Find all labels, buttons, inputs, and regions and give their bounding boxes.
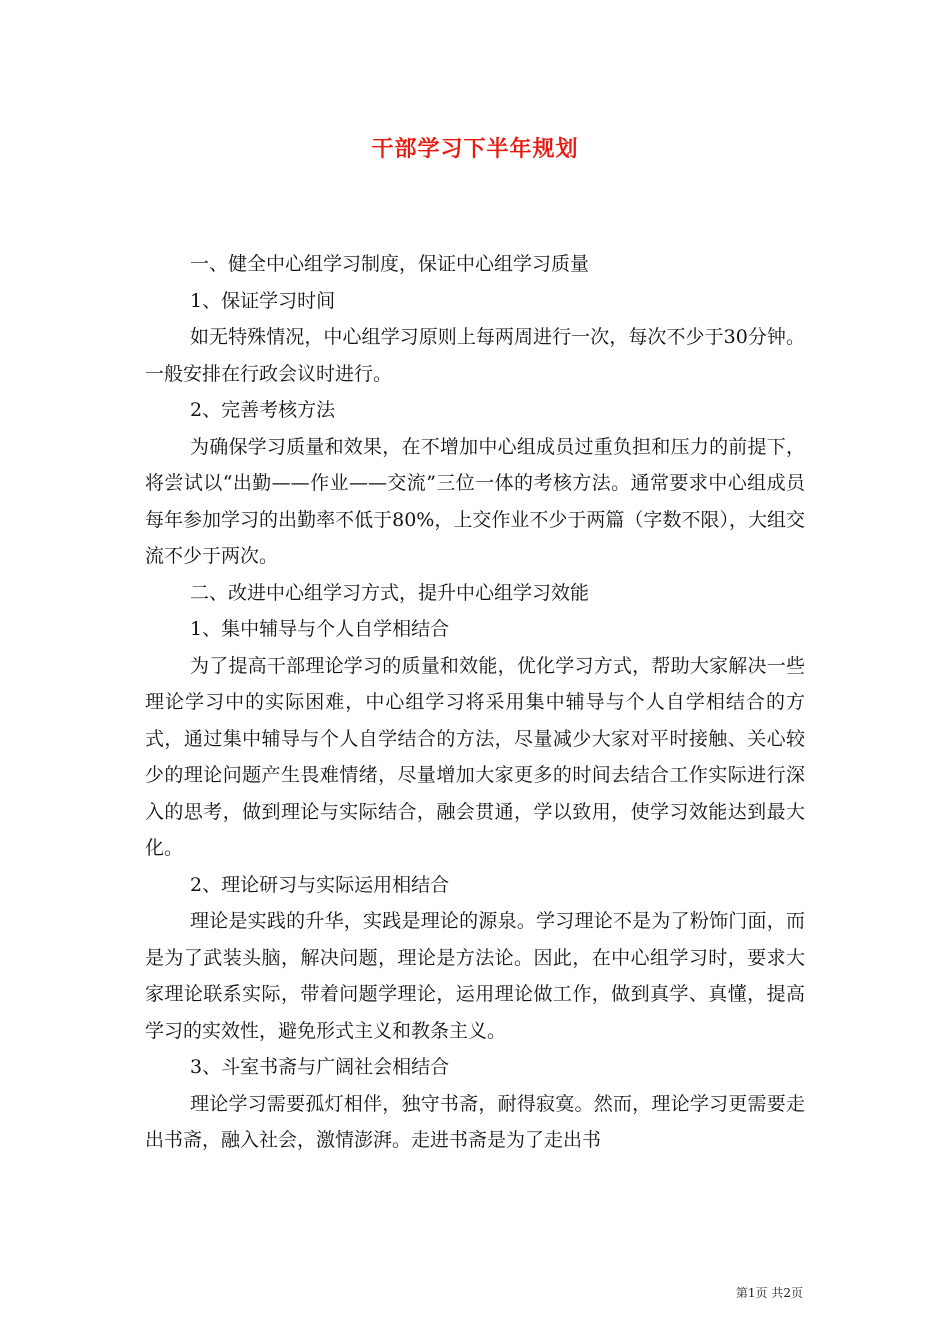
- document-body: [145, 246, 805, 1159]
- subheading-2-2: 2、理论研习与实际运用相结合: [190, 873, 450, 896]
- subheading-1-1: 1、保证学习时间: [190, 289, 336, 312]
- page-number: 第1页 共2页: [735, 1286, 803, 1300]
- paragraph: 理论是实践的升华，实践是理论的源泉。学习理论不是为了粉饰门面，而是为了武装头脑，解决问题，理论是方法论。因此，在中心组学习时，要求大家理论联系实际，带着问题学理论，运用理论做工作，做到真学、真懂，提高学习的实效性，避免形式主义和教条主义。: [145, 910, 805, 1042]
- paragraph: 理论学习需要孤灯相伴，独守书斋，耐得寂寞。然而，理论学习更需要走出书斋，融入社会，激情澎湃。走进书斋是为了走出书: [145, 1092, 805, 1151]
- section-heading-2: 二、改进中心组学习方式，提升中心组学习效能: [190, 581, 590, 604]
- subheading-1-2: 2、完善考核方法: [190, 399, 336, 421]
- paragraph: 如无特殊情况，中心组学习原则上每两周进行一次，每次不少于30分钟。一般安排在行政会议时进行。: [145, 326, 805, 385]
- subheading-2-3: 3、斗室书斋与广阔社会相结合: [190, 1056, 450, 1078]
- subheading-2-1: 1、集中辅导与个人自学相结合: [190, 618, 450, 640]
- document-title: 干部学习下半年规划: [371, 136, 579, 162]
- section-heading-1: 一、健全中心组学习制度，保证中心组学习质量: [190, 253, 590, 275]
- paragraph: 为确保学习质量和效果，在不增加中心组成员过重负担和压力的前提下，将尝试以“出勤——作业——交流”三位一体的考核方法。通常要求中心组成员每年参加学习的出勤率不低于80%，上交作业不少于两篇（字数不限），大组交流不少于两次。: [145, 435, 805, 567]
- paragraph: 为了提高干部理论学习的质量和效能，优化学习方式，帮助大家解决一些理论学习中的实际困难，中心组学习将采用集中辅导与个人自学相结合的方式，通过集中辅导与个人自学结合的方法，尽量减少大家对平时接触、关心较少的理论问题产生畏难情绪，尽量增加大家更多的时间去结合工作实际进行深入的思考，做到理论与实际结合，融会贯通，学以致用，使学习效能达到最大化。: [145, 654, 805, 859]
